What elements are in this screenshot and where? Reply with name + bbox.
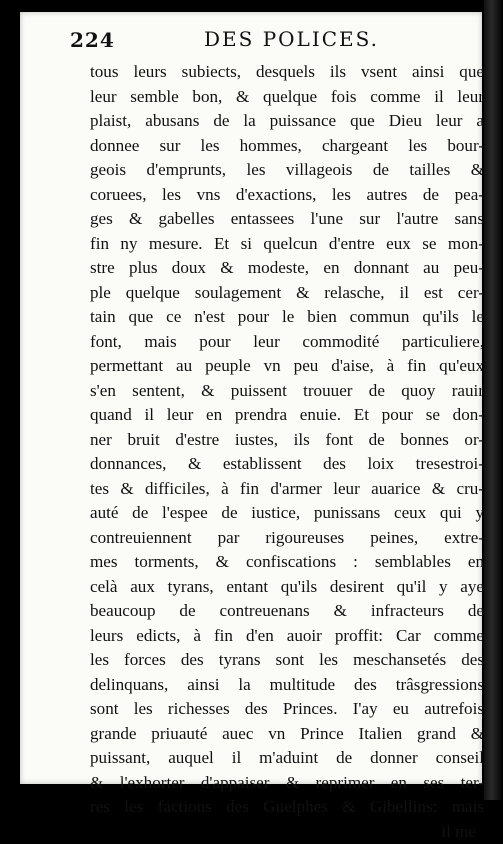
- text-line: contreuiennent par rigoureuses peines, extre-: [90, 526, 484, 551]
- text-line: tes & difficiles, à fin d'armer leur auarice & cru-: [90, 477, 484, 502]
- book-page: [20, 12, 482, 784]
- text-line: tain que ce n'est pour le bien commun qu'ils le: [90, 305, 484, 330]
- text-line: beaucoup de contreuenans & infracteurs de: [90, 599, 484, 624]
- text-line: s'en sentent, & puissent trouuer de quoy rauir: [90, 379, 484, 404]
- page-number: 224: [70, 28, 115, 52]
- page-header: [40, 26, 480, 60]
- text-line: leur semble bon, & quelque fois comme il leur: [90, 85, 484, 110]
- text-line: fin ny mesure. Et si quelcun d'entre eux se mon-: [90, 232, 484, 257]
- running-head: DES POLICES.: [204, 27, 379, 51]
- text-line: quand il leur en prendra enuie. Et pour se don-: [90, 403, 484, 428]
- text-line: coruees, les vns d'exactions, les autres de pea-: [90, 183, 484, 208]
- text-line: donnances, & establissent des loix tresestroi-: [90, 452, 484, 477]
- text-line: delinquans, ainsi la multitude des trâsgressions: [90, 673, 484, 698]
- text-line: & l'exhorter d'appaiser & reprimer en ses ter-: [90, 771, 484, 796]
- text-line: plaist, abusans de la puissance que Dieu leur a: [90, 109, 484, 134]
- text-line: leurs edicts, à fin d'en auoir proffit: Car comme: [90, 624, 484, 649]
- text-line: celà aux tyrans, entant qu'ils desirent qu'il y aye: [90, 575, 484, 600]
- text-line: res les factions des Guelphes & Gibellins: mais: [90, 795, 484, 820]
- text-line-final: il me: [90, 820, 484, 844]
- text-line: ner bruit d'estre iustes, ils font de bonnes or-: [90, 428, 484, 453]
- text-line: stre plus doux & modeste, en donnant au peu-: [90, 256, 484, 281]
- text-line: puissant, auquel il m'aduint de donner conseil: [90, 746, 484, 771]
- text-line: tous leurs subiects, desquels ils vsent ainsi que: [90, 60, 484, 85]
- text-line: sont les richesses des Princes. I'ay eu autrefois: [90, 697, 484, 722]
- text-line: mes torments, & confiscations : semblables en: [90, 550, 484, 575]
- text-line: ges & gabelles entassees l'une sur l'autre sans: [90, 207, 484, 232]
- body-text: [90, 60, 484, 844]
- text-line: ple quelque soulagement & relasche, il est cer-: [90, 281, 484, 306]
- text-line: permettant au peuple vn peu d'aise, à fin qu'eux: [90, 354, 484, 379]
- text-line: geois d'emprunts, les villageois de tailles &: [90, 158, 484, 183]
- text-line: les forces des tyrans sont les meschansetés des: [90, 648, 484, 673]
- scan-border: [484, 0, 503, 800]
- text-line: donnee sur les hommes, chargeant les bour-: [90, 134, 484, 159]
- text-line: font, mais pour leur commodité particuliere,: [90, 330, 484, 355]
- text-line: grande priuauté auec vn Prince Italien grand &: [90, 722, 484, 747]
- text-line: auté de l'espee de iustice, punissans ceux qui y: [90, 501, 484, 526]
